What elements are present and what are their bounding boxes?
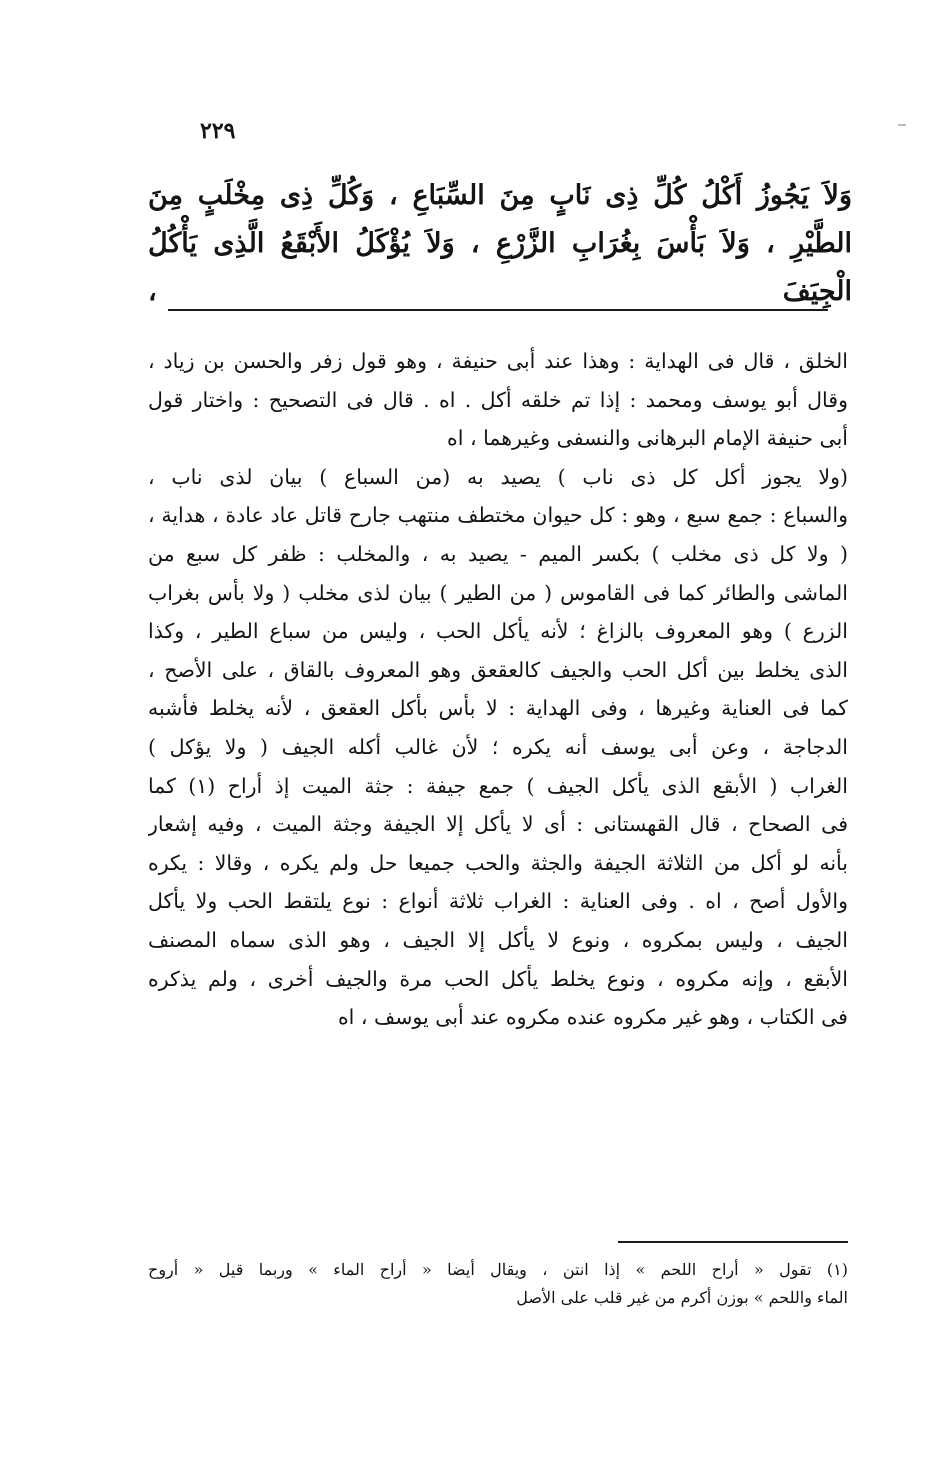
- commentary-line: والأول أصح ، اه . وفى العناية : الغراب ثلاثة أنواع : نوع يلتقط الحب ولا يأكل: [148, 889, 848, 914]
- separator-rule: [168, 309, 828, 311]
- commentary-line: كما فى العناية وغيرها ، وفى الهداية : لا بأس بأكل العقعق ، لأنه يخلط فأشبه: [148, 696, 848, 721]
- commentary-line: الماشى والطائر كما فى القاموس ( من الطير ) بيان لذى مخلب ( ولا بأس بغراب: [148, 580, 848, 605]
- commentary-line: الغراب ( الأبقع الذى يأكل الجيف ) جمع جيفة : جثة الميت إذ أراح (١) كما: [148, 773, 848, 798]
- main-text: [148, 172, 852, 316]
- footnote: [148, 1256, 848, 1312]
- footnote-line: (١) تقول « أراح اللحم » إذا انتن ، ويقال أيضا « أراح الماء » وربما قيل « أروح: [148, 1260, 848, 1279]
- footnote-rule: [618, 1241, 848, 1243]
- commentary-line: (ولا يجوز أكل كل ذى ناب ) يصيد به (من السباع ) بيان لذى ناب ،: [148, 464, 848, 489]
- footnote-line: الماء واللحم » بوزن أكرم من غير قلب على الأصل: [516, 1288, 848, 1307]
- commentary-line: أبى حنيفة الإمام البرهانى والنسفى وغيرهما ، اه: [447, 426, 848, 451]
- commentary-line: الدجاجة ، وعن أبى يوسف أنه يكره ؛ لأن غالب أكله الجيف ( ولا يؤكل ): [148, 734, 848, 759]
- commentary-line: الزرع ) وهو المعروف بالزاغ ؛ لأنه يأكل الحب ، وليس من سباع الطير ، وكذا: [148, 619, 848, 644]
- commentary-line: الأبقع ، وإنه مكروه ، ونوع يخلط يأكل الحب مرة والجيف أخرى ، ولم يذكره: [148, 966, 848, 991]
- commentary-line: بأنه لو أكل من الثلاثة الجيفة والجثة والحب جميعا حل ولم يكره ، وقالا : يكره: [148, 850, 848, 875]
- commentary-line: الجيف ، وليس بمكروه ، ونوع لا يأكل إلا الجيف ، وهو الذى سماه المصنف: [148, 927, 848, 952]
- scan-mark: [898, 124, 906, 126]
- commentary-line: فى الكتاب ، وهو غير مكروه عنده مكروه عند أبى يوسف ، اه: [337, 1005, 848, 1030]
- commentary-line: الذى يخلط بين أكل الحب والجيف كالعقعق وهو المعروف بالقاق ، على الأصح ،: [148, 657, 848, 682]
- commentary-line: وقال أبو يوسف ومحمد : إذا تم خلقه أكل . اه . قال فى التصحيح : واختار قول: [148, 387, 848, 412]
- main-text-line: وَلاَ يَجُوزُ أَكْلُ كُلِّ ذِى نَابٍ مِنَ السِّبَاعِ ، وَكُلِّ ذِى مِخْلَبٍ مِنَ: [148, 180, 852, 211]
- main-text-line: الطَّيْرِ ، وَلاَ بَأْسَ بِغُرَابِ الزَّرْعِ ، وَلاَ يُؤْكَلُ الأَبْقَعُ الَّذِى يَأْكُلُ الْجِيَفَ ،: [148, 228, 852, 307]
- commentary-line: والسباع : جمع سبع ، وهو : كل حيوان مختطف منتهب جارح قاتل عاد عادة ، هداية ،: [148, 503, 848, 528]
- commentary-line: الخلق ، قال فى الهداية : وهذا عند أبى حنيفة ، وهو قول زفر والحسن بن زياد ،: [148, 349, 848, 373]
- commentary-text: [148, 342, 848, 1037]
- commentary-line: ( ولا كل ذى مخلب ) بكسر الميم - يصيد به ، والمخلب : ظفر كل سبع من: [148, 541, 848, 566]
- commentary-line: فى الصحاح ، قال القهستانى : أى لا يأكل إلا الجيفة وجثة الميت ، وفيه إشعار: [148, 812, 848, 837]
- page-number: ٢٢٩: [200, 118, 236, 144]
